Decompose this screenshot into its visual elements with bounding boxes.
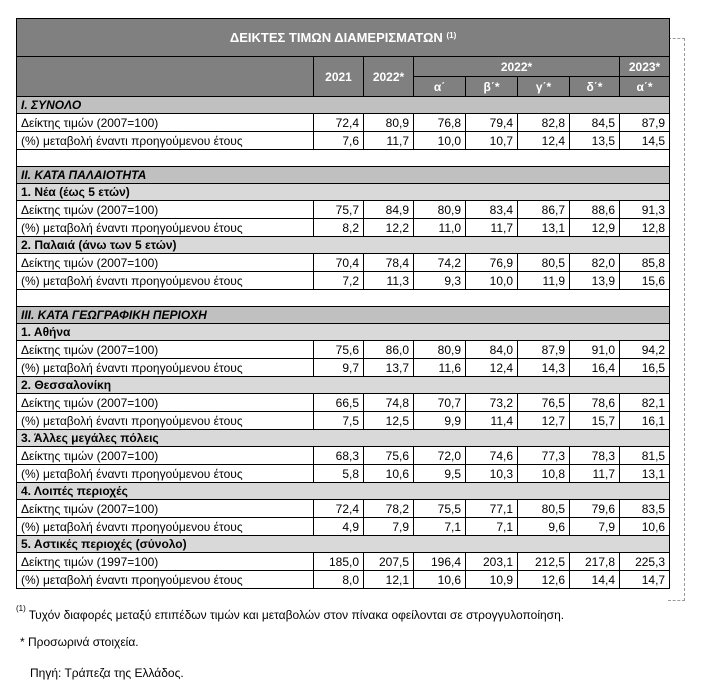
value-cell: 9,9 (414, 412, 466, 430)
header-2022: 2022* (364, 57, 414, 97)
header-quarter: γ΄* (518, 77, 570, 97)
value-cell: 88,6 (570, 201, 620, 219)
value-cell: 68,3 (314, 447, 364, 465)
value-cell: 86,7 (518, 201, 570, 219)
header-quarter: α΄* (620, 77, 670, 97)
value-cell: 83,4 (466, 201, 518, 219)
change-row (17, 571, 670, 589)
value-cell: 74,8 (364, 394, 414, 412)
value-cell: 76,9 (466, 254, 518, 272)
value-cell: 74,6 (466, 447, 518, 465)
row-label: (%) μεταβολή έναντι προηγούμενου έτους (17, 132, 314, 150)
change-row (17, 518, 670, 536)
value-cell: 16,5 (620, 359, 670, 377)
change-row (17, 219, 670, 237)
value-cell: 207,5 (364, 553, 414, 571)
subsection-title: 1. Νέα (έως 5 ετών) (17, 184, 670, 201)
spacer-row (17, 290, 670, 307)
subsection-header-row (17, 324, 670, 341)
value-cell: 91,0 (570, 341, 620, 359)
index-row (17, 114, 670, 132)
value-cell: 81,5 (620, 447, 670, 465)
value-cell: 74,2 (414, 254, 466, 272)
value-cell: 79,4 (466, 114, 518, 132)
value-cell: 14,5 (620, 132, 670, 150)
row-label: (%) μεταβολή έναντι προηγούμενου έτους (17, 272, 314, 290)
footnote-source: Πηγή: Τράπεζα της Ελλάδος. (30, 666, 184, 680)
value-cell: 12,4 (518, 132, 570, 150)
change-row (17, 359, 670, 377)
value-cell: 4,9 (314, 518, 364, 536)
value-cell: 11,6 (414, 359, 466, 377)
section-header-row (17, 97, 670, 114)
value-cell: 70,4 (314, 254, 364, 272)
value-cell: 11,0 (414, 219, 466, 237)
value-cell: 7,9 (364, 518, 414, 536)
row-label: (%) μεταβολή έναντι προηγούμενου έτους (17, 465, 314, 483)
value-cell: 12,5 (364, 412, 414, 430)
value-cell: 14,3 (518, 359, 570, 377)
value-cell: 87,9 (620, 114, 670, 132)
index-row (17, 500, 670, 518)
price-index-table (16, 18, 670, 589)
section-title: III. ΚΑΤΑ ΓΕΩΓΡΑΦΙΚΗ ΠΕΡΙΟΧΗ (17, 307, 670, 324)
value-cell: 9,3 (414, 272, 466, 290)
value-cell: 12,9 (570, 219, 620, 237)
value-cell: 11,4 (466, 412, 518, 430)
index-row (17, 394, 670, 412)
value-cell: 12,6 (518, 571, 570, 589)
header-row-years (17, 57, 670, 77)
value-cell: 16,1 (620, 412, 670, 430)
value-cell: 13,5 (570, 132, 620, 150)
value-cell: 82,0 (570, 254, 620, 272)
value-cell: 11,7 (466, 219, 518, 237)
value-cell: 12,7 (518, 412, 570, 430)
value-cell: 87,9 (518, 341, 570, 359)
subsection-title: 2. Θεσσαλονίκη (17, 377, 670, 394)
spacer-cell (17, 150, 670, 167)
footnote-mark: (1) (16, 604, 26, 613)
value-cell: 196,4 (414, 553, 466, 571)
subsection-header-row (17, 237, 670, 254)
value-cell: 13,1 (620, 465, 670, 483)
value-cell: 16,4 (570, 359, 620, 377)
value-cell: 8,2 (314, 219, 364, 237)
value-cell: 77,3 (518, 447, 570, 465)
section-title: II. ΚΑΤΑ ΠΑΛΑΙΟΤΗΤΑ (17, 167, 670, 184)
value-cell: 76,8 (414, 114, 466, 132)
value-cell: 78,6 (570, 394, 620, 412)
value-cell: 84,5 (570, 114, 620, 132)
subsection-title: 1. Αθήνα (17, 324, 670, 341)
value-cell: 11,3 (364, 272, 414, 290)
value-cell: 78,4 (364, 254, 414, 272)
value-cell: 14,4 (570, 571, 620, 589)
value-cell: 12,4 (466, 359, 518, 377)
index-row (17, 447, 670, 465)
value-cell: 84,0 (466, 341, 518, 359)
value-cell: 72,0 (414, 447, 466, 465)
section-header-row (17, 307, 670, 324)
value-cell: 11,9 (518, 272, 570, 290)
header-quarter: α΄ (414, 77, 466, 97)
value-cell: 13,7 (364, 359, 414, 377)
row-label: (%) μεταβολή έναντι προηγούμενου έτους (17, 571, 314, 589)
value-cell: 10,6 (414, 571, 466, 589)
value-cell: 78,2 (364, 500, 414, 518)
index-row (17, 553, 670, 571)
value-cell: 10,6 (620, 518, 670, 536)
row-label: (%) μεταβολή έναντι προηγούμενου έτους (17, 359, 314, 377)
value-cell: 66,5 (314, 394, 364, 412)
value-cell: 76,5 (518, 394, 570, 412)
footnote-provisional: * Προσωρινά στοιχεία. (20, 635, 139, 649)
index-row (17, 201, 670, 219)
dashed-guide-top (668, 38, 685, 39)
value-cell: 15,6 (620, 272, 670, 290)
change-row (17, 465, 670, 483)
index-row (17, 341, 670, 359)
value-cell: 9,7 (314, 359, 364, 377)
value-cell: 7,9 (570, 518, 620, 536)
spacer-cell (17, 290, 670, 307)
value-cell: 85,8 (620, 254, 670, 272)
value-cell: 10,7 (466, 132, 518, 150)
row-label: (%) μεταβολή έναντι προηγούμενου έτους (17, 518, 314, 536)
row-label: Δείκτης τιμών (2007=100) (17, 201, 314, 219)
value-cell: 225,3 (620, 553, 670, 571)
header-2022-quarters: 2022* (414, 57, 620, 77)
footnote-rounding (16, 604, 564, 623)
table-title: ΔΕΙΚΤΕΣ ΤΙΜΩΝ ΔΙΑΜΕΡΙΣΜΑΤΩΝ $^{(1)}$ (17, 19, 670, 57)
value-cell: 5,8 (314, 465, 364, 483)
subsection-header-row (17, 483, 670, 500)
value-cell: 86,0 (364, 341, 414, 359)
value-cell: 72,4 (314, 500, 364, 518)
header-quarter: β΄* (466, 77, 518, 97)
value-cell: 217,8 (570, 553, 620, 571)
value-cell: 7,1 (414, 518, 466, 536)
value-cell: 10,3 (466, 465, 518, 483)
value-cell: 84,9 (364, 201, 414, 219)
change-row (17, 132, 670, 150)
footnote-text: Τυχόν διαφορές μεταξύ επιπέδων τιμών και μεταβολών στον πίνακα οφείλονται σε στρογγυλοποίηση. (28, 608, 565, 622)
value-cell: 203,1 (466, 553, 518, 571)
value-cell: 80,5 (518, 500, 570, 518)
header-quarter: δ΄* (570, 77, 620, 97)
value-cell: 80,9 (364, 114, 414, 132)
subsection-header-row (17, 430, 670, 447)
spacer-row (17, 150, 670, 167)
value-cell: 82,8 (518, 114, 570, 132)
value-cell: 79,6 (570, 500, 620, 518)
change-row (17, 272, 670, 290)
header-2021: 2021 (314, 57, 364, 97)
subsection-title: 2. Παλαιά (άνω των 5 ετών) (17, 237, 670, 254)
value-cell: 75,5 (414, 500, 466, 518)
value-cell: 11,7 (570, 465, 620, 483)
dashed-guide-bottom (668, 600, 685, 601)
change-row (17, 412, 670, 430)
index-row (17, 254, 670, 272)
subsection-header-row (17, 184, 670, 201)
value-cell: 12,8 (620, 219, 670, 237)
value-cell: 73,2 (466, 394, 518, 412)
subsection-title: 5. Αστικές περιοχές (σύνολο) (17, 536, 670, 553)
value-cell: 7,1 (466, 518, 518, 536)
row-label: Δείκτης τιμών (2007=100) (17, 394, 314, 412)
value-cell: 70,7 (414, 394, 466, 412)
value-cell: 11,7 (364, 132, 414, 150)
value-cell: 9,6 (518, 518, 570, 536)
value-cell: 7,2 (314, 272, 364, 290)
row-label: (%) μεταβολή έναντι προηγούμενου έτους (17, 219, 314, 237)
value-cell: 94,2 (620, 341, 670, 359)
subsection-header-row (17, 536, 670, 553)
row-label: Δείκτης τιμών (2007=100) (17, 114, 314, 132)
value-cell: 15,7 (570, 412, 620, 430)
header-empty-cell (17, 57, 314, 97)
value-cell: 13,1 (518, 219, 570, 237)
value-cell: 9,5 (414, 465, 466, 483)
value-cell: 83,5 (620, 500, 670, 518)
value-cell: 185,0 (314, 553, 364, 571)
value-cell: 7,5 (314, 412, 364, 430)
dashed-guide-vertical (684, 38, 685, 601)
value-cell: 212,5 (518, 553, 570, 571)
subsection-header-row (17, 377, 670, 394)
title-footnote-mark: (1) (446, 30, 457, 40)
subsection-title: 4. Λοιπές περιοχές (17, 483, 670, 500)
value-cell: 75,6 (314, 341, 364, 359)
subsection-title: 3. Άλλες μεγάλες πόλεις (17, 430, 670, 447)
value-cell: 72,4 (314, 114, 364, 132)
table-title-row (17, 19, 670, 57)
header-2023: 2023* (620, 57, 670, 77)
value-cell: 80,9 (414, 341, 466, 359)
value-cell: 80,9 (414, 201, 466, 219)
section-header-row (17, 167, 670, 184)
row-label: Δείκτης τιμών (2007=100) (17, 500, 314, 518)
value-cell: 10,0 (466, 272, 518, 290)
row-label: Δείκτης τιμών (2007=100) (17, 447, 314, 465)
value-cell: 75,6 (364, 447, 414, 465)
value-cell: 77,1 (466, 500, 518, 518)
value-cell: 91,3 (620, 201, 670, 219)
value-cell: 10,0 (414, 132, 466, 150)
value-cell: 12,2 (364, 219, 414, 237)
section-title: I. ΣΥΝΟΛΟ (17, 97, 670, 114)
value-cell: 12,1 (364, 571, 414, 589)
value-cell: 7,6 (314, 132, 364, 150)
value-cell: 10,6 (364, 465, 414, 483)
value-cell: 13,9 (570, 272, 620, 290)
row-label: Δείκτης τιμών (2007=100) (17, 341, 314, 359)
row-label: Δείκτης τιμών (2007=100) (17, 254, 314, 272)
value-cell: 8,0 (314, 571, 364, 589)
row-label: (%) μεταβολή έναντι προηγούμενου έτους (17, 412, 314, 430)
value-cell: 82,1 (620, 394, 670, 412)
value-cell: 80,5 (518, 254, 570, 272)
value-cell: 10,8 (518, 465, 570, 483)
row-label: Δείκτης τιμών (1997=100) (17, 553, 314, 571)
value-cell: 78,3 (570, 447, 620, 465)
value-cell: 10,9 (466, 571, 518, 589)
value-cell: 75,7 (314, 201, 364, 219)
value-cell: 14,7 (620, 571, 670, 589)
